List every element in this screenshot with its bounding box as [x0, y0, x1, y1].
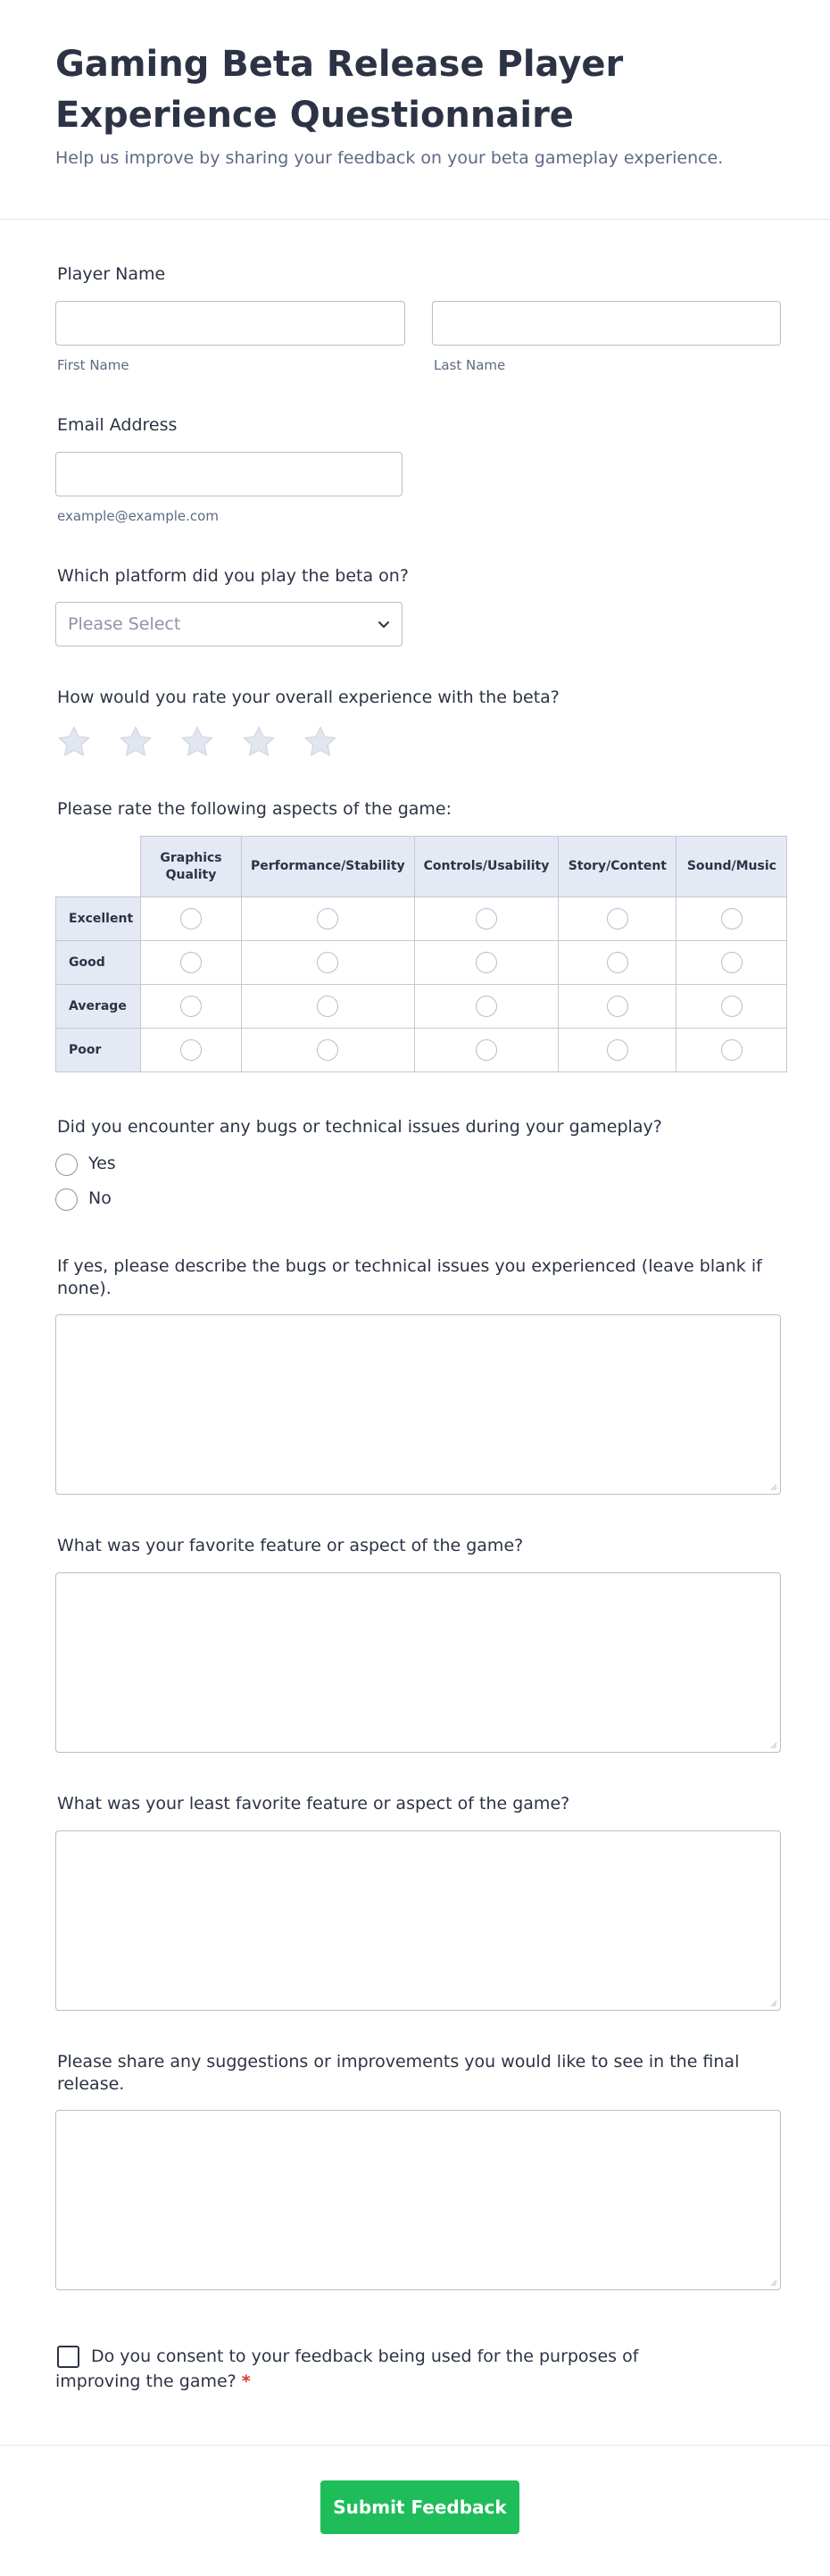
matrix-radio-button[interactable] [180, 1039, 202, 1061]
matrix-row-header: Average [56, 985, 141, 1029]
form-header [0, 0, 830, 220]
platform-select[interactable] [55, 602, 403, 646]
matrix-radio-button[interactable] [317, 1039, 338, 1061]
favorite-label: What was your favorite feature or aspect of the game? [57, 1536, 524, 1555]
matrix-radio-button[interactable] [476, 996, 497, 1017]
platform-label: Which platform did you play the beta on? [57, 566, 409, 586]
matrix-corner [56, 837, 141, 897]
matrix-cell [676, 985, 787, 1029]
matrix-radio-button[interactable] [607, 908, 628, 930]
bugs-option-label: No [88, 1188, 112, 1208]
matrix-row [56, 897, 787, 941]
chevron-down-icon [373, 614, 394, 636]
matrix-cell [141, 985, 242, 1029]
matrix-radio-button[interactable] [607, 996, 628, 1017]
suggestions-textarea[interactable] [55, 2110, 781, 2290]
suggestions-label: Please share any suggestions or improvements you would like to see in the final release. [57, 2052, 740, 2094]
star-icon[interactable] [55, 723, 93, 761]
aspects-label: Please rate the following aspects of the game: [57, 799, 452, 819]
platform-select-placeholder: Please Select [68, 614, 181, 634]
least-favorite-textarea[interactable] [55, 1830, 781, 2011]
matrix-row [56, 1029, 787, 1072]
player-name-label: Player Name [57, 264, 166, 284]
matrix-radio-button[interactable] [476, 1039, 497, 1061]
last-name-input[interactable] [432, 301, 781, 346]
matrix-radio-button[interactable] [721, 996, 743, 1017]
star-icon[interactable] [240, 723, 278, 761]
matrix-cell [559, 941, 676, 985]
matrix-cell [242, 941, 415, 985]
matrix-cell [141, 941, 242, 985]
star-icon[interactable] [117, 723, 154, 761]
matrix-row-header: Good [56, 941, 141, 985]
matrix-radio-button[interactable] [476, 952, 497, 973]
matrix-cell [559, 1029, 676, 1072]
matrix-row-header: Poor [56, 1029, 141, 1072]
matrix-row [56, 941, 787, 985]
matrix-radio-button[interactable] [317, 952, 338, 973]
matrix-column-header: Controls/Usability [414, 837, 559, 897]
matrix-row [56, 985, 787, 1029]
matrix-radio-button[interactable] [317, 996, 338, 1017]
matrix-radio-button[interactable] [721, 952, 743, 973]
consent-text [55, 2344, 698, 2394]
consent-label: Do you consent to your feedback being used for the purposes of improving the game? [55, 2347, 639, 2391]
matrix-row-header: Excellent [56, 897, 141, 941]
matrix-cell [242, 985, 415, 1029]
matrix-radio-button[interactable] [180, 996, 202, 1017]
matrix-cell [141, 1029, 242, 1072]
matrix-cell [141, 897, 242, 941]
last-name-sublabel: Last Name [434, 357, 506, 373]
star-icon[interactable] [178, 723, 216, 761]
resize-grip-icon[interactable] [768, 1740, 777, 1749]
matrix-radio-button[interactable] [721, 908, 743, 930]
matrix-radio-button[interactable] [607, 952, 628, 973]
bugs-label: Did you encounter any bugs or technical issues during your gameplay? [57, 1117, 662, 1137]
matrix-cell [242, 897, 415, 941]
matrix-cell [242, 1029, 415, 1072]
radio-button[interactable] [55, 1154, 78, 1176]
radio-button[interactable] [55, 1188, 78, 1211]
matrix-cell [559, 985, 676, 1029]
resize-grip-icon[interactable] [768, 1998, 777, 2007]
matrix-radio-button[interactable] [180, 908, 202, 930]
first-name-sublabel: First Name [57, 357, 129, 373]
matrix-radio-button[interactable] [721, 1039, 743, 1061]
form-subtitle: Help us improve by sharing your feedback on your beta gameplay experience. [55, 148, 724, 168]
submit-feedback-button[interactable]: Submit Feedback [320, 2480, 519, 2534]
matrix-column-header: Graphics Quality [141, 837, 242, 897]
least-favorite-label: What was your least favorite feature or aspect of the game? [57, 1794, 570, 1813]
email-sublabel: example@example.com [57, 508, 219, 524]
matrix-radio-button[interactable] [607, 1039, 628, 1061]
matrix-column-header: Sound/Music [676, 837, 787, 897]
required-mark: * [241, 2372, 251, 2391]
form-title: Gaming Beta Release Player Experience Questionnaire [55, 44, 624, 136]
resize-grip-icon[interactable] [768, 1482, 777, 1491]
star-icon[interactable] [302, 723, 339, 761]
bug-details-textarea[interactable] [55, 1314, 781, 1495]
matrix-cell [559, 897, 676, 941]
bug-details-label: If yes, please describe the bugs or technical issues you experienced (leave blank if none). [57, 1256, 762, 1298]
matrix-column-header: Story/Content [559, 837, 676, 897]
matrix-cell [676, 897, 787, 941]
matrix-cell [676, 1029, 787, 1072]
matrix-cell [414, 897, 559, 941]
bugs-option-label: Yes [88, 1154, 116, 1173]
matrix-cell [414, 1029, 559, 1072]
consent-field[interactable] [55, 2344, 698, 2394]
form-footer [0, 2445, 830, 2576]
resize-grip-icon[interactable] [768, 2278, 777, 2287]
matrix-cell [414, 985, 559, 1029]
consent-checkbox[interactable] [57, 2346, 79, 2368]
aspects-matrix [55, 836, 787, 1072]
matrix-radio-button[interactable] [180, 952, 202, 973]
overall-rating-label: How would you rate your overall experience with the beta? [57, 688, 560, 707]
favorite-textarea[interactable] [55, 1572, 781, 1753]
matrix-cell [414, 941, 559, 985]
matrix-cell [676, 941, 787, 985]
matrix-radio-button[interactable] [317, 908, 338, 930]
matrix-column-header: Performance/Stability [242, 837, 415, 897]
email-input[interactable] [55, 452, 403, 496]
first-name-input[interactable] [55, 301, 405, 346]
email-label: Email Address [57, 415, 178, 435]
matrix-radio-button[interactable] [476, 908, 497, 930]
